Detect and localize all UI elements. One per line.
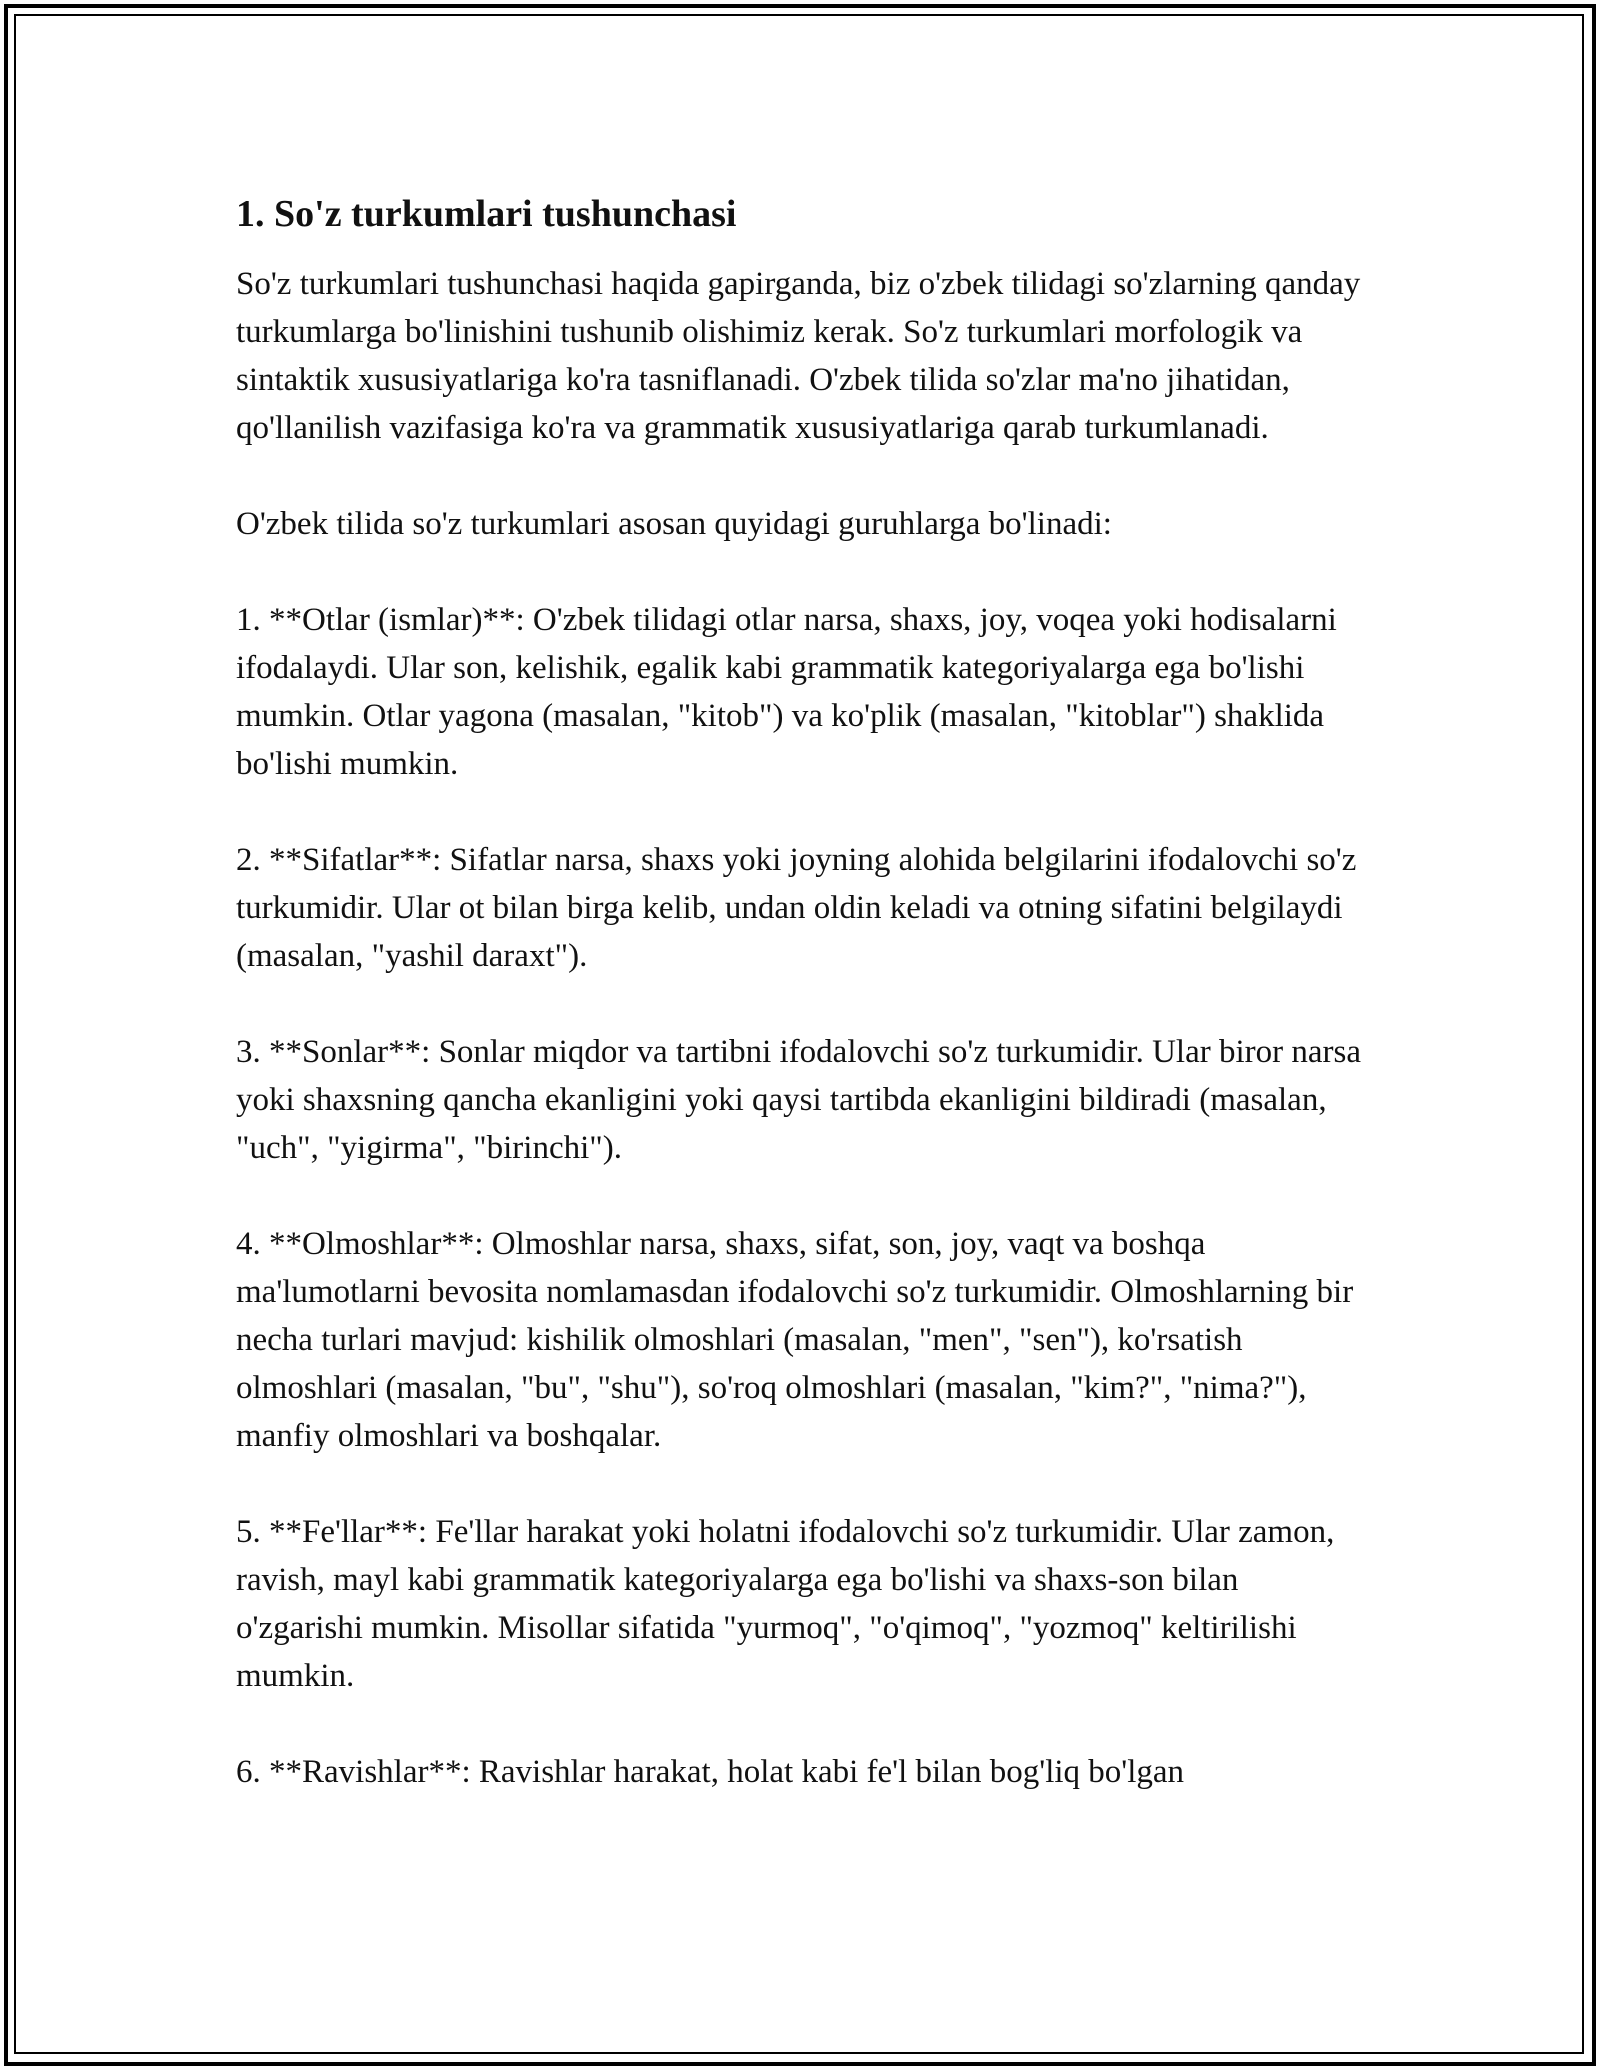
pronouns-paragraph: 4. **Olmoshlar**: Olmoshlar narsa, shaxs, sifat, son, joy, vaqt va boshqa ma'lumotlarni bevosita nomlamasdan ifodalovchi so'z turkumidir. Olmoshlarning bir necha turlari mavjud: kishilik olmoshlari (masalan, "men", "sen"), ko'rsatish olmoshlari (masalan, "bu", "shu"), so'roq olmoshlari (masalan, "kim?", "nima?"), manfiy olmoshlari va boshqalar. <box>236 1226 1354 1454</box>
nouns-paragraph: 1. **Otlar (ismlar)**: O'zbek tilidagi otlar narsa, shaxs, joy, voqea yoki hodisalarni ifodalaydi. Ular son, kelishik, egalik kabi grammatik kategoriyalarga ega bo'lishi mumkin. Otlar yagona (masalan, "kitob") va ko'plik (masalan, "kitoblar") shaklida bo'lishi mumkin. <box>236 602 1337 782</box>
section-title: 1. So'z turkumlari tushunchasi <box>236 193 737 235</box>
adjectives-paragraph: 2. **Sifatlar**: Sifatlar narsa, shaxs yoki joyning alohida belgilarini ifodalovchi so'z turkumidir. Ular ot bilan birga kelib, undan oldin keladi va otning sifatini belgilaydi (masalan, "yashil daraxt"). <box>236 842 1357 974</box>
verbs-paragraph: 5. **Fe'llar**: Fe'llar harakat yoki holatni ifodalovchi so'z turkumidir. Ular zamon, ravish, mayl kabi grammatik kategoriyalarga ega bo'lishi va shaxs-son bilan o'zgarishi mumkin. Misollar sifatida "yurmoq", "o'qimoq", "yozmoq" keltirilishi mumkin. <box>236 1514 1335 1694</box>
document-body <box>236 190 1366 1844</box>
intro-paragraph: So'z turkumlari tushunchasi haqida gapirganda, biz o'zbek tilidagi so'zlarning qanday turkumlarga bo'linishini tushunib olishimiz kerak. So'z turkumlari morfologik va sintaktik xususiyatlariga ko'ra tasniflanadi. O'zbek tilida so'zlar ma'no jihatidan, qo'llanilish vazifasiga ko'ra va grammatik xususiyatlariga qarab turkumlanadi. <box>236 266 1361 446</box>
numerals-paragraph: 3. **Sonlar**: Sonlar miqdor va tartibni ifodalovchi so'z turkumidir. Ular biror narsa yoki shaxsning qancha ekanligini yoki qaysi tartibda ekanligini bildiradi (masalan, "uch", "yigirma", "birinchi"). <box>236 1034 1361 1166</box>
groups-intro-paragraph: O'zbek tilida so'z turkumlari asosan quyidagi guruhlarga bo'linadi: <box>236 506 1112 542</box>
adverbs-paragraph: 6. **Ravishlar**: Ravishlar harakat, holat kabi fe'l bilan bog'liq bo'lgan <box>236 1754 1185 1790</box>
